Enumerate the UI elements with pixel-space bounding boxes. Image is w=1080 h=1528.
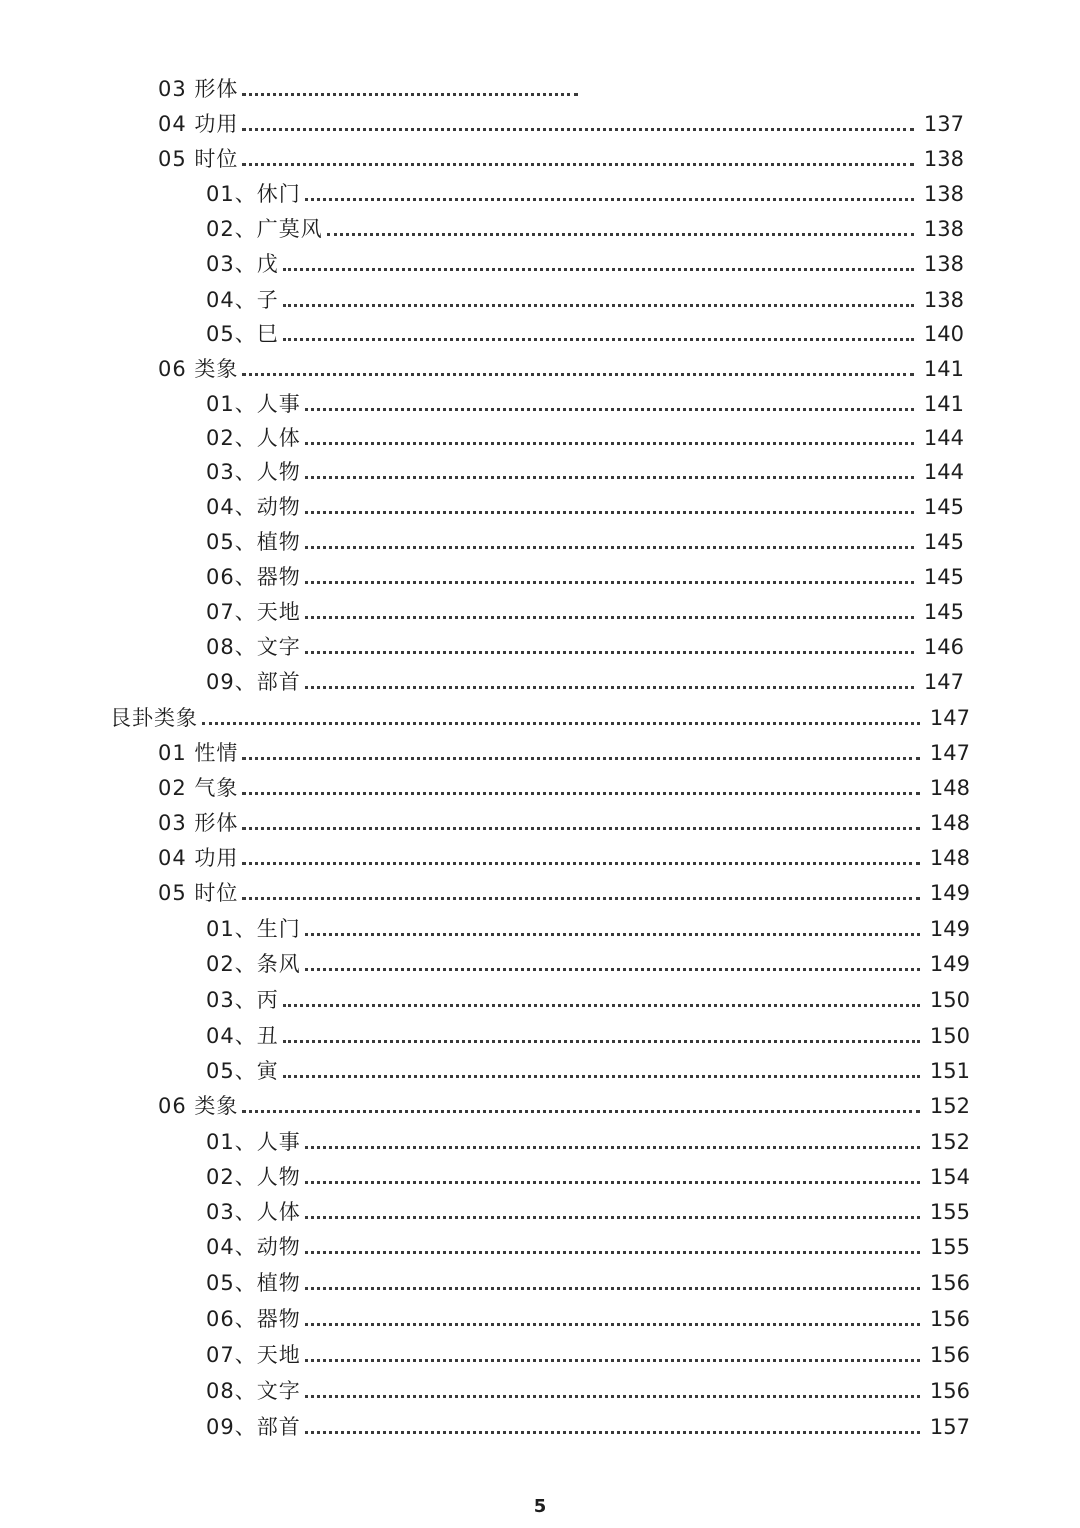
toc-entry-page: 150 [929, 988, 970, 1012]
dot-leader [305, 1181, 920, 1184]
toc-entry [158, 68, 628, 102]
toc-entry-label: 03 形体 [158, 77, 239, 101]
toc-entry-page: 155 [929, 1235, 970, 1259]
toc-entry [206, 208, 964, 242]
toc-entry [206, 417, 964, 451]
toc-entry-label: 02、人物 [206, 1165, 301, 1189]
toc-entry-page: 138 [923, 217, 964, 241]
dot-leader [283, 1075, 920, 1078]
toc-entry [158, 802, 970, 836]
toc-entry-label: 01、人事 [206, 392, 301, 416]
toc-entry [206, 626, 964, 660]
toc-entry-label: 09、部首 [206, 1415, 301, 1439]
dot-leader [305, 1146, 920, 1149]
toc-entry-page: 154 [929, 1165, 970, 1189]
dot-leader [242, 862, 920, 865]
toc-entry [206, 1156, 970, 1190]
toc-entry [206, 1298, 970, 1332]
dot-leader [283, 268, 914, 271]
page-number: 5 [533, 1496, 547, 1517]
dot-leader [283, 338, 914, 341]
dot-leader [305, 686, 914, 689]
toc-entry-label: 05、植物 [206, 530, 301, 554]
toc-entry-page: 141 [923, 357, 964, 381]
dot-leader [242, 93, 578, 96]
toc-entry-label: 06、器物 [206, 1307, 301, 1331]
dot-leader [327, 233, 914, 236]
toc-entry-label: 05 时位 [158, 881, 239, 905]
toc-entry-label: 02、人体 [206, 426, 301, 450]
dot-leader [242, 1110, 920, 1113]
toc-entry-page: 151 [929, 1059, 970, 1083]
toc-entry-page: 138 [923, 182, 964, 206]
toc-entry [158, 732, 970, 766]
toc-entry-page: 152 [929, 1094, 970, 1118]
toc-entry-page: 144 [923, 426, 964, 450]
toc-entry-page: 149 [929, 881, 970, 905]
toc-entry-label: 02 气象 [158, 776, 239, 800]
toc-entry [206, 661, 964, 695]
toc-entry-page: 149 [929, 952, 970, 976]
dot-leader [305, 651, 914, 654]
toc-entry-page: 140 [923, 322, 964, 346]
toc-entry-label: 04、丑 [206, 1024, 279, 1048]
toc-entry [206, 486, 964, 520]
toc-entry-label: 06、器物 [206, 565, 301, 589]
toc-entry [206, 1406, 970, 1440]
toc-entry-page: 147 [923, 670, 964, 694]
toc-entry-page: 149 [929, 917, 970, 941]
toc-entry-label: 05、植物 [206, 1271, 301, 1295]
toc-entry-label: 02、条风 [206, 952, 301, 976]
toc-entry-label: 04 功用 [158, 846, 239, 870]
toc-entry-label: 08、文字 [206, 635, 301, 659]
toc-entry-page: 138 [923, 288, 964, 312]
toc-entry-page: 137 [923, 112, 964, 136]
toc-entry-label: 02、广莫风 [206, 217, 323, 241]
dot-leader [305, 1216, 920, 1219]
toc-entry-label: 09、部首 [206, 670, 301, 694]
dot-leader [305, 1323, 920, 1326]
toc-entry-label: 08、文字 [206, 1379, 301, 1403]
toc-entry-page: 145 [923, 600, 964, 624]
toc-entry-label: 05 时位 [158, 147, 239, 171]
dot-leader [305, 1395, 920, 1398]
toc-entry-label: 05、巳 [206, 322, 279, 346]
dot-leader [283, 304, 914, 307]
toc-entry [158, 1085, 970, 1119]
toc-entry [206, 279, 964, 313]
toc-entry [206, 243, 964, 277]
dot-leader [305, 1431, 920, 1434]
toc-entry [206, 1191, 970, 1225]
dot-leader [305, 408, 914, 411]
toc-entry-label: 03、丙 [206, 988, 279, 1012]
toc-entry [206, 1050, 970, 1084]
toc-entry-page: 156 [929, 1271, 970, 1295]
dot-leader [305, 1287, 920, 1290]
toc-entry [158, 767, 970, 801]
toc-entry [206, 451, 964, 485]
toc-entry-page: 156 [929, 1307, 970, 1331]
toc-entry-page: 147 [929, 741, 970, 765]
dot-leader [305, 1359, 920, 1362]
toc-entry-page: 146 [923, 635, 964, 659]
toc-entry-label: 06 类象 [158, 357, 239, 381]
toc-entry [206, 521, 964, 555]
dot-leader [202, 722, 920, 725]
toc-entry-label: 03、人体 [206, 1200, 301, 1224]
toc-entry-label: 03 形体 [158, 811, 239, 835]
toc-entry [158, 348, 964, 382]
toc-entry-label: 01、生门 [206, 917, 301, 941]
toc-entry [158, 138, 964, 172]
toc-entry-label: 07、天地 [206, 1343, 301, 1367]
dot-leader [242, 897, 920, 900]
dot-leader [305, 476, 914, 479]
toc-entry-label: 06 类象 [158, 1094, 239, 1118]
toc-entry [206, 908, 970, 942]
dot-leader [242, 373, 914, 376]
toc-entry [158, 837, 970, 871]
toc-entry-label: 01、休门 [206, 182, 301, 206]
toc-entry-label: 01 性情 [158, 741, 239, 765]
toc-entry-page: 145 [923, 530, 964, 554]
dot-leader [242, 128, 914, 131]
toc-entry [206, 1334, 970, 1368]
toc-entry-label: 01、人事 [206, 1130, 301, 1154]
toc-entry-label: 03、人物 [206, 460, 301, 484]
toc-entry [158, 103, 964, 137]
dot-leader [305, 933, 920, 936]
toc-entry-label: 04 功用 [158, 112, 239, 136]
toc-entry [206, 556, 964, 590]
toc-entry [206, 383, 964, 417]
toc-entry-page: 150 [929, 1024, 970, 1048]
dot-leader [242, 757, 920, 760]
toc-entry-page: 138 [923, 147, 964, 171]
toc-entry-page: 145 [923, 565, 964, 589]
dot-leader [242, 827, 920, 830]
toc-entry [206, 979, 970, 1013]
toc-entry-label: 04、动物 [206, 495, 301, 519]
dot-leader [305, 968, 920, 971]
toc-entry [206, 1370, 970, 1404]
toc-entry-page: 138 [923, 252, 964, 276]
dot-leader [242, 792, 920, 795]
dot-leader [305, 511, 914, 514]
toc-entry-label: 07、天地 [206, 600, 301, 624]
dot-leader [305, 442, 914, 445]
toc-entry-page: 148 [929, 776, 970, 800]
toc-entry [206, 173, 964, 207]
toc-entry [206, 1015, 970, 1049]
toc-entry [206, 943, 970, 977]
toc-entry [158, 872, 970, 906]
toc-entry [206, 1226, 970, 1260]
toc-entry-page: 156 [929, 1343, 970, 1367]
toc-entry [110, 697, 970, 731]
toc-entry-label: 05、寅 [206, 1059, 279, 1083]
dot-leader [305, 546, 914, 549]
toc-entry [206, 313, 964, 347]
dot-leader [242, 163, 914, 166]
dot-leader [305, 1251, 920, 1254]
toc-entry-label: 04、动物 [206, 1235, 301, 1259]
toc-entry-page: 147 [929, 706, 970, 730]
toc-entry-page: 152 [929, 1130, 970, 1154]
dot-leader [305, 198, 914, 201]
toc-entry-label: 艮卦类象 [110, 706, 198, 730]
toc-entry-page: 148 [929, 811, 970, 835]
dot-leader [283, 1004, 920, 1007]
toc-entry-page: 157 [929, 1415, 970, 1439]
dot-leader [305, 581, 914, 584]
toc-entry-page: 145 [923, 495, 964, 519]
toc-entry-page: 141 [923, 392, 964, 416]
dot-leader [305, 616, 914, 619]
toc-entry [206, 1262, 970, 1296]
toc-entry [206, 1121, 970, 1155]
dot-leader [283, 1040, 920, 1043]
toc-entry [206, 591, 964, 625]
toc-entry-page: 155 [929, 1200, 970, 1224]
toc-entry-page: 144 [923, 460, 964, 484]
toc-entry-page: 148 [929, 846, 970, 870]
toc-entry-label: 04、子 [206, 288, 279, 312]
toc-entry-label: 03、戊 [206, 252, 279, 276]
toc-entry-page: 156 [929, 1379, 970, 1403]
